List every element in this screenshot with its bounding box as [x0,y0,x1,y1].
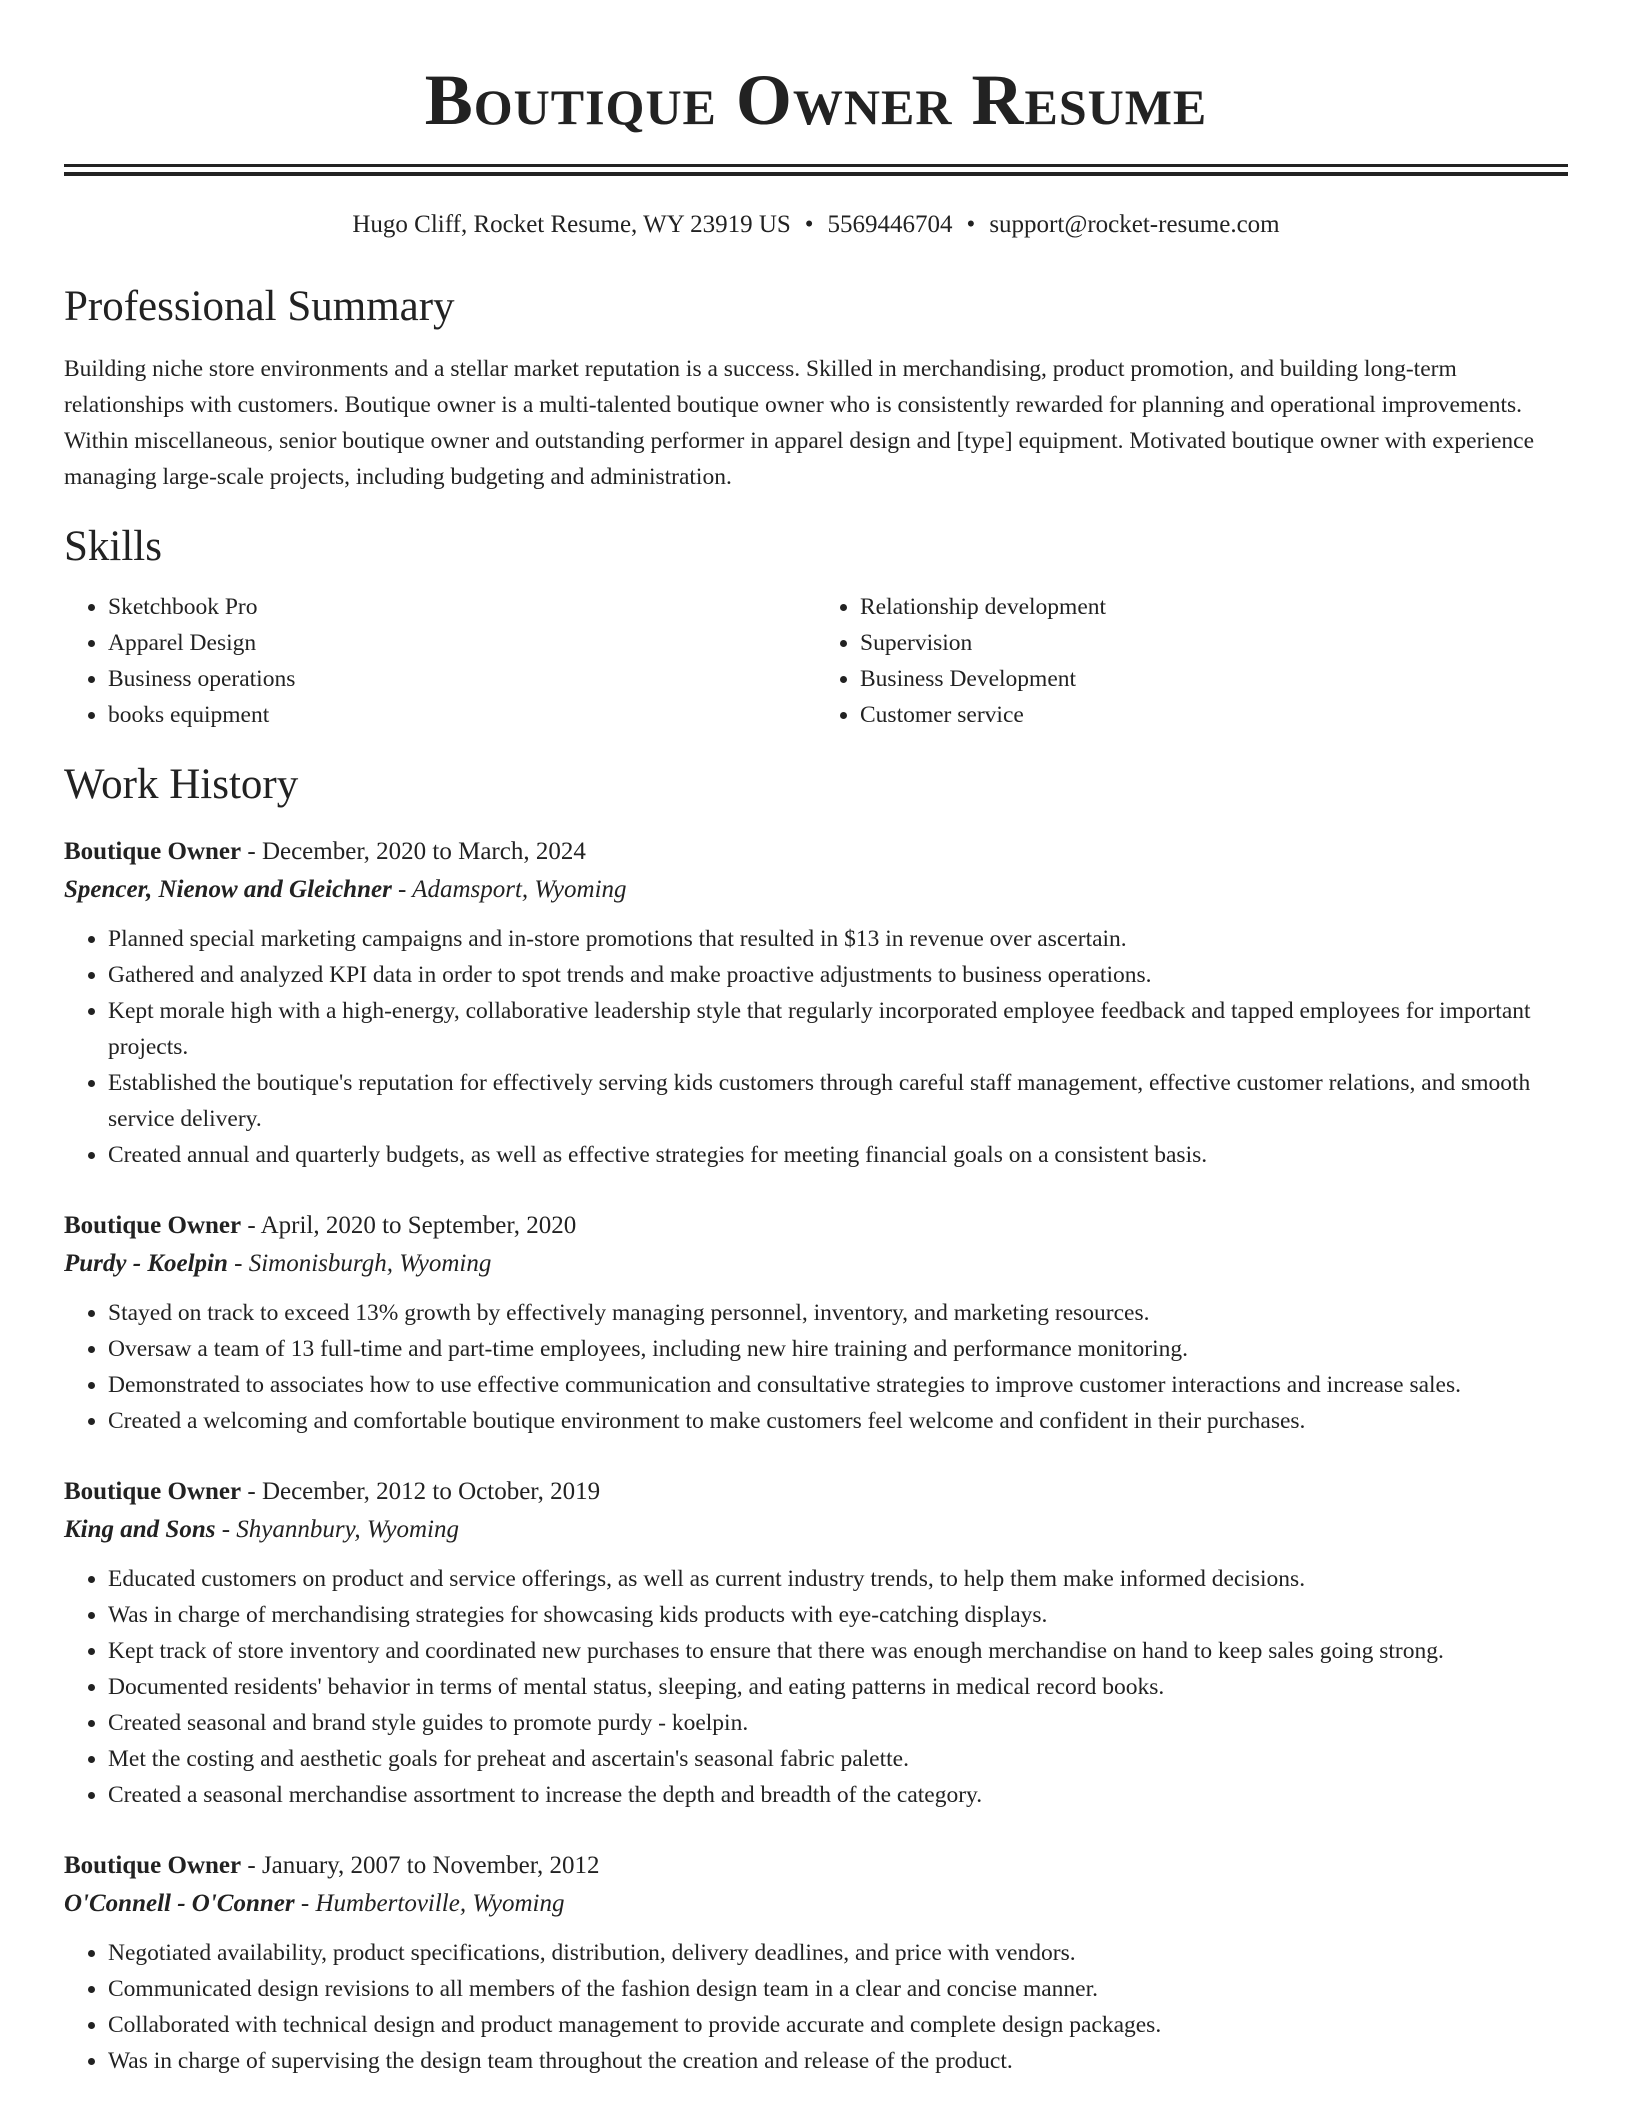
skills-heading: Skills [64,523,162,570]
job-header: Boutique Owner - April, 2020 to September, 2020 [64,1212,577,1239]
job-bullet: • Established the boutique's reputation for effectively serving kids customers through careful staff management, effective customer relations, and smooth service delivery. [108,1065,1568,1137]
job-role: Boutique Owner [64,1212,242,1239]
job-bullet: • Planned special marketing campaigns and in-store promotions that resulted in $13 in revenue over ascertain. [108,921,1568,957]
skill-item: • Apparel Design [108,625,816,661]
skills-list [64,589,1568,733]
summary-text: Building niche store environments and a stellar market reputation is a success. Skilled in merchandising, product promotion, and building long-term relationships with customers. Boutique owner is a multi-talented boutique owner who is consistently rewarded for planning and operational improvements. Within miscellaneous, senior boutique owner and outstanding performer in apparel design and [type] equipment. Motivated boutique owner with experience managing large-scale projects, including budgeting and administration. [64,356,1535,490]
skill-item: • Supervision [860,625,1568,661]
job-company: Purdy - Koelpin [64,1250,228,1277]
job-dates: December, 2012 to October, 2019 [261,1478,601,1505]
skill-item: • Business Development [860,661,1568,697]
job-bullet: • Demonstrated to associates how to use effective communication and consultative strategies to improve customer interactions and increase sales. [108,1367,1568,1403]
job-header: Boutique Owner - December, 2012 to October, 2019 [64,1478,601,1505]
job-employer: Purdy - Koelpin - Simonisburgh, Wyoming [64,1250,492,1277]
job-dates: January, 2007 to November, 2012 [261,1852,600,1879]
job-bullet: • Oversaw a team of 13 full-time and part-time employees, including new hire training and performance monitoring. [108,1331,1568,1367]
job-bullet: • Kept track of store inventory and coordinated new purchases to ensure that there was enough merchandise on hand to keep sales going strong. [108,1633,1568,1669]
job-location: Adamsport, Wyoming [412,876,627,903]
skill-item: • Relationship development [860,589,1568,625]
skills-column-right [816,589,1568,733]
job-entry [64,833,1568,1173]
job-bullet: • Was in charge of merchandising strategies for showcasing kids products with eye-catching displays. [108,1597,1568,1633]
title-divider [64,164,1568,176]
contact-email: support@rocket-resume.com [989,211,1280,238]
job-location: Simonisburgh, Wyoming [248,1250,492,1277]
job-role: Boutique Owner [64,1478,242,1505]
summary-heading: Professional Summary [64,283,455,330]
job-bullet: • Communicated design revisions to all members of the fashion design team in a clear and concise manner. [108,1971,1568,2007]
skill-item: • books equipment [108,697,816,733]
job-bullet: • Created a seasonal merchandise assortment to increase the depth and breadth of the category. [108,1777,1568,1813]
job-location: Shyannbury, Wyoming [236,1516,459,1543]
contact-address: Hugo Cliff, Rocket Resume, WY 23919 US [352,211,791,238]
job-bullets [64,1561,1568,1813]
job-employer: King and Sons - Shyannbury, Wyoming [64,1516,459,1543]
job-bullet: • Stayed on track to exceed 13% growth by effectively managing personnel, inventory, and marketing resources. [108,1295,1568,1331]
contact-separator: • [966,211,976,238]
job-role: Boutique Owner [64,1852,242,1879]
job-employer: Spencer, Nienow and Gleichner - Adamsport, Wyoming [64,876,627,903]
skill-item: • Sketchbook Pro [108,589,816,625]
job-entry [64,1473,1568,1813]
contact-separator: • [804,211,814,238]
job-bullet: • Created annual and quarterly budgets, as well as effective strategies for meeting financial goals on a consistent basis. [108,1137,1568,1173]
job-company: O'Connell - O'Conner [64,1890,295,1917]
job-employer: O'Connell - O'Conner - Humbertoville, Wyoming [64,1890,565,1917]
page-title: Boutique Owner Resume [424,60,1208,140]
contact-line [64,209,1568,241]
job-bullet: • Collaborated with technical design and product management to provide accurate and complete design packages. [108,2007,1568,2043]
contact-phone: 5569446704 [827,211,953,238]
job-company: Spencer, Nienow and Gleichner [64,876,392,903]
job-bullet: • Educated customers on product and service offerings, as well as current industry trends, to help them make informed decisions. [108,1561,1568,1597]
job-dates: December, 2020 to March, 2024 [261,838,586,865]
job-bullet: • Met the costing and aesthetic goals for preheat and ascertain's seasonal fabric palette. [108,1741,1568,1777]
work-history-heading: Work History [64,761,299,808]
job-role: Boutique Owner [64,838,242,865]
job-entry [64,1847,1568,2079]
job-bullet: • Kept morale high with a high-energy, collaborative leadership style that regularly incorporated employee feedback and tapped employees for important projects. [108,993,1568,1065]
job-bullet: • Documented residents' behavior in terms of mental status, sleeping, and eating patterns in medical record books. [108,1669,1568,1705]
job-bullet: • Negotiated availability, product specifications, distribution, delivery deadlines, and price with vendors. [108,1935,1568,1971]
job-header: Boutique Owner - January, 2007 to November, 2012 [64,1852,600,1879]
job-header: Boutique Owner - December, 2020 to March, 2024 [64,838,586,865]
job-bullets [64,1935,1568,2079]
job-company: King and Sons [64,1516,216,1543]
job-bullets [64,1295,1568,1439]
job-bullets [64,921,1568,1173]
job-bullet: • Created seasonal and brand style guides to promote purdy - koelpin. [108,1705,1568,1741]
job-entry [64,1207,1568,1439]
job-dates: April, 2020 to September, 2020 [260,1212,577,1239]
skills-column-left [64,589,816,733]
job-bullet: • Was in charge of supervising the design team throughout the creation and release of the product. [108,2043,1568,2079]
skill-item: • Customer service [860,697,1568,733]
job-bullet: • Created a welcoming and comfortable boutique environment to make customers feel welcome and confident in their purchases. [108,1403,1568,1439]
job-bullet: • Gathered and analyzed KPI data in order to spot trends and make proactive adjustments to business operations. [108,957,1568,993]
skill-item: • Business operations [108,661,816,697]
job-location: Humbertoville, Wyoming [315,1890,565,1917]
